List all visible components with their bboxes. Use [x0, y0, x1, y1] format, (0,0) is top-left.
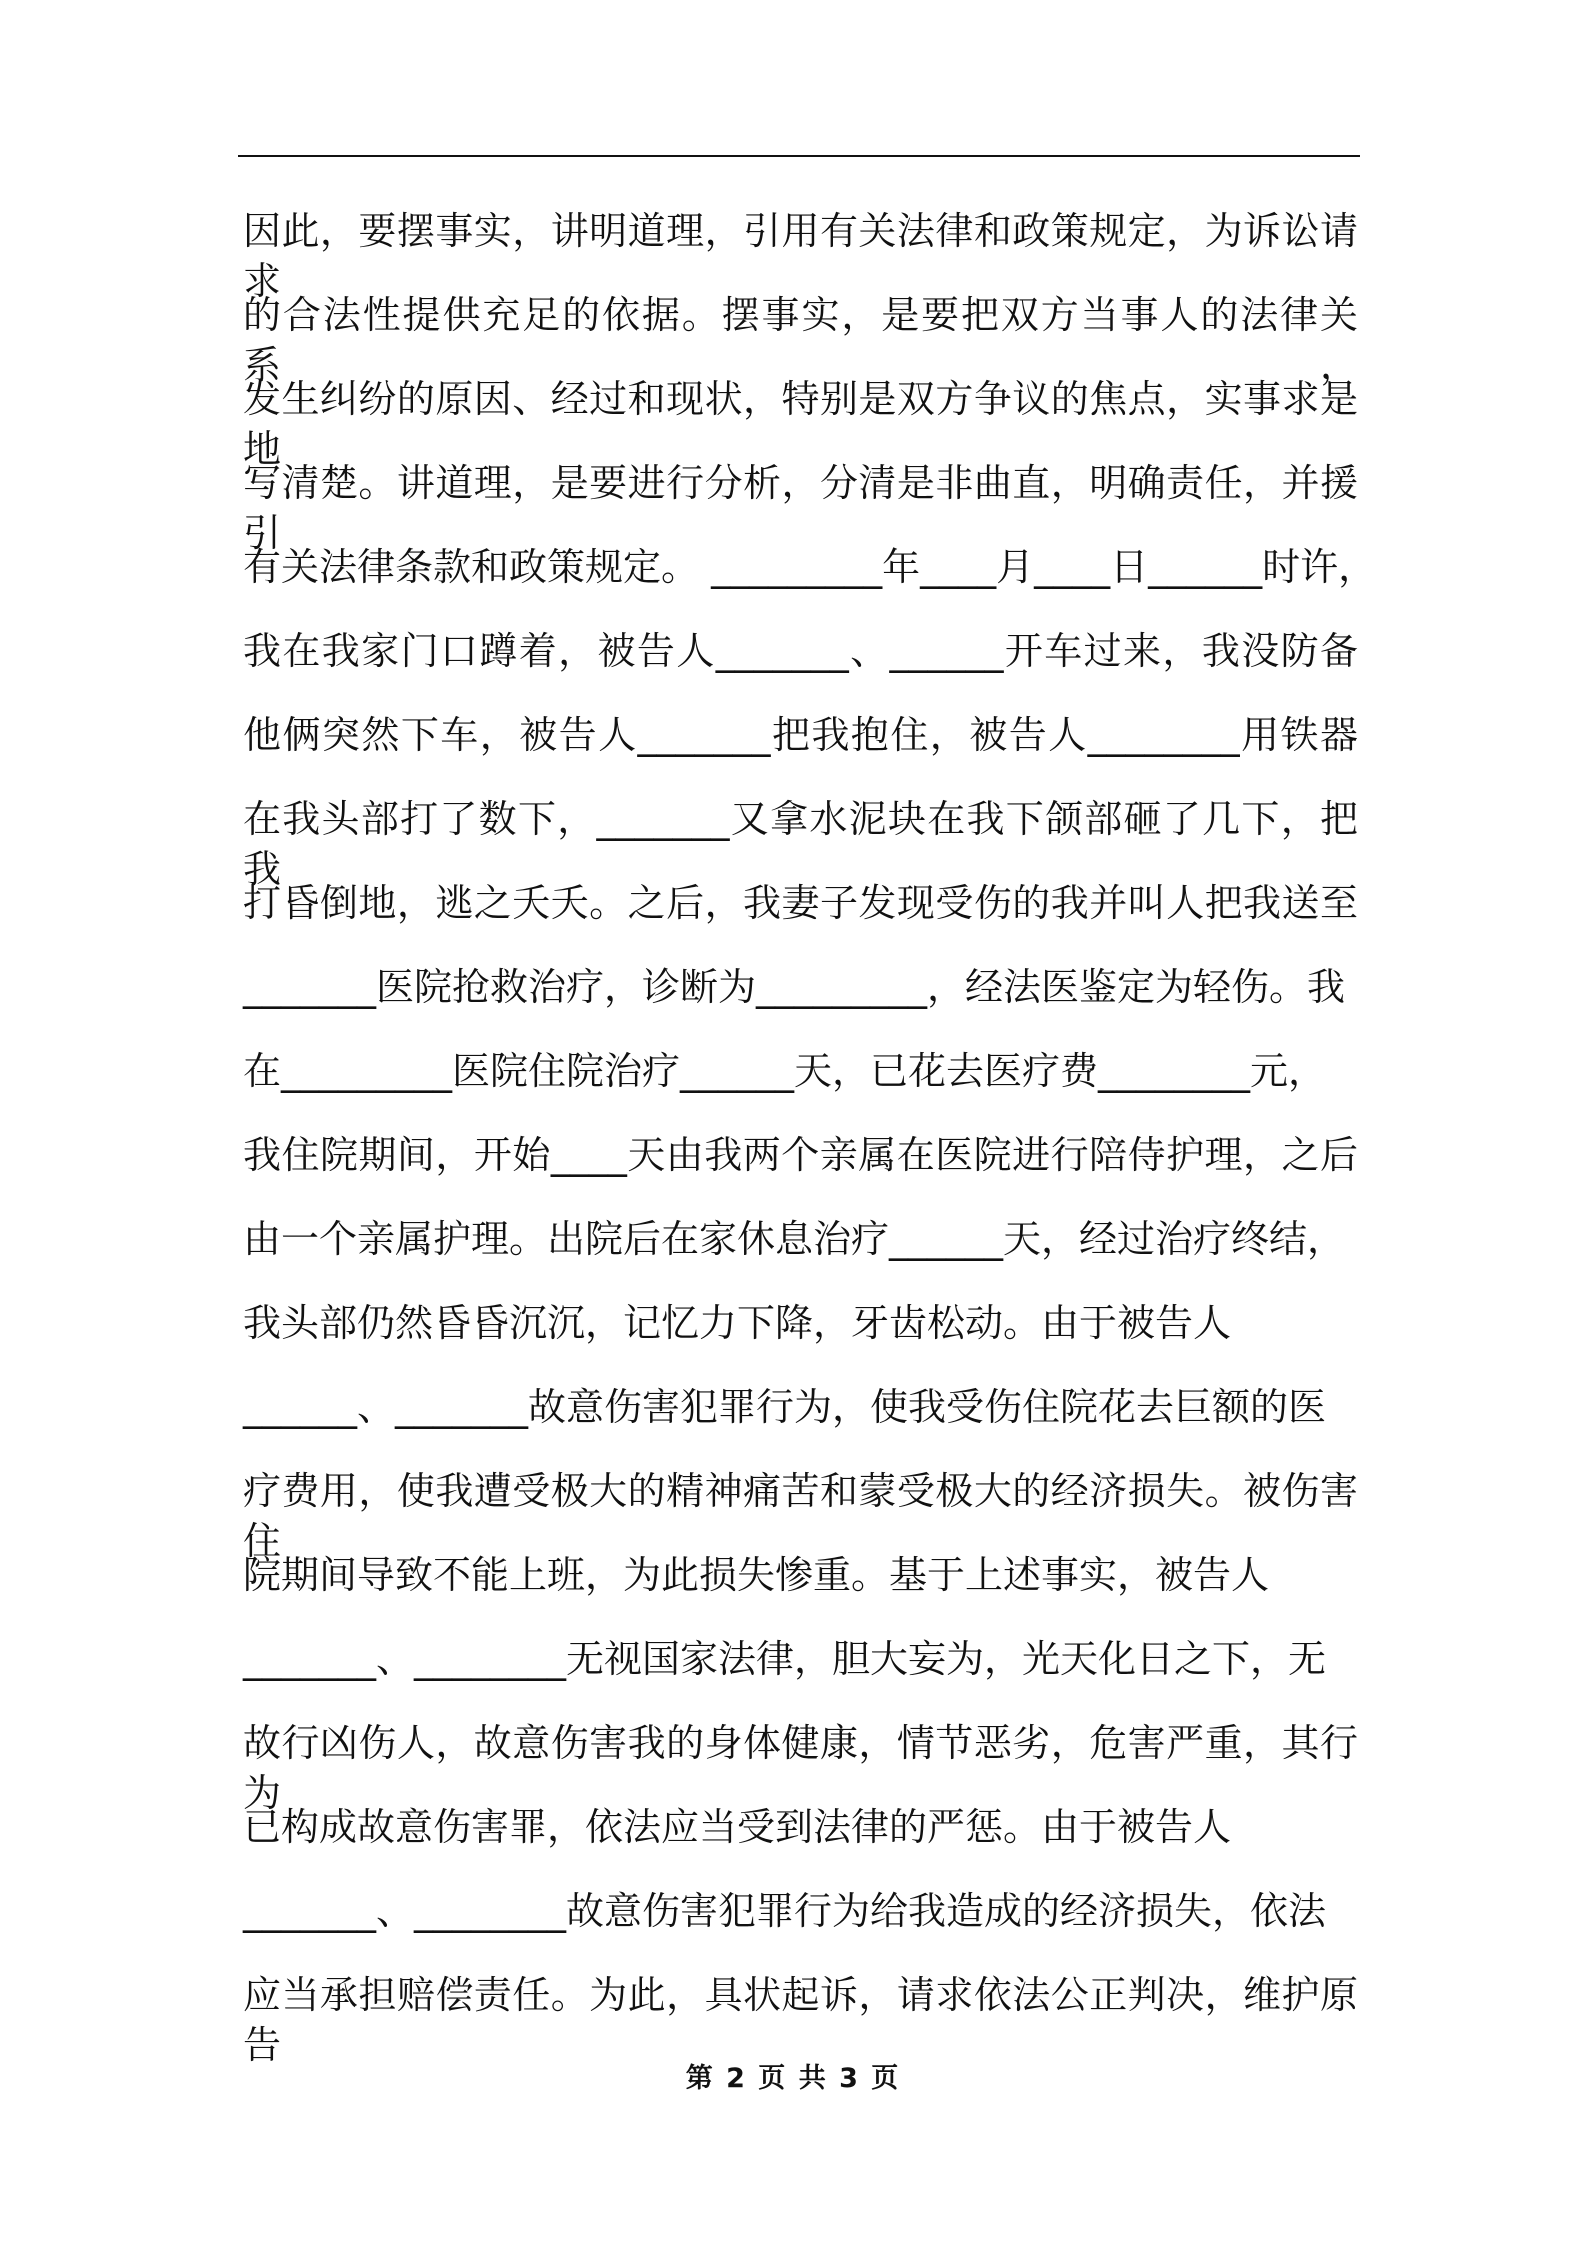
text-line: 因此，要摆事实，讲明道理，引用有关法律和政策规定，为诉讼请求	[243, 209, 1358, 303]
text-line: 我头部仍然昏昏沉沉，记忆力下降，牙齿松动。由于被告人	[243, 1301, 1232, 1345]
text-line: 发生纠纷的原因、经过和现状，特别是双方争议的焦点，实事求是地	[243, 377, 1358, 471]
text-line: 故行凶伤人，故意伤害我的身体健康，情节恶劣，危害严重，其行为	[243, 1721, 1358, 1815]
text-line: 已构成故意伤害罪，依法应当受到法律的严惩。由于被告人	[243, 1805, 1232, 1849]
text-line: 的合法性提供充足的依据。摆事实，是要把双方当事人的法律关系，	[243, 293, 1358, 387]
text-line: _______、________无视国家法律，胆大妄为，光天化日之下，无	[243, 1637, 1327, 1681]
text-line: _______医院抢救治疗，诊断为_________，经法医鉴定为轻伤。我	[243, 965, 1346, 1009]
text-line: 在_________医院住院治疗______天，已花去医疗费________元，	[243, 1049, 1327, 1093]
document-body	[243, 206, 1377, 2067]
text-line: 由一个亲属护理。出院后在家休息治疗______天，经过治疗终结，	[243, 1217, 1346, 1261]
text-line: 我住院期间，开始____天由我两个亲属在医院进行陪侍护理，之后	[243, 1133, 1358, 1177]
text-line: 在我头部打了数下，_______又拿水泥块在我下颌部砸了几下，把我	[243, 797, 1358, 891]
text-line: 有关法律条款和政策规定。 _________年____月____日______时许，	[243, 545, 1377, 589]
text-line: 院期间导致不能上班，为此损失惨重。基于上述事实，被告人	[243, 1553, 1270, 1597]
text-line: 打昏倒地，逃之夭夭。之后，我妻子发现受伤的我并叫人把我送至	[243, 881, 1358, 925]
text-line: _______、________故意伤害犯罪行为给我造成的经济损失，依法	[243, 1889, 1327, 1933]
text-line: ______、_______故意伤害犯罪行为，使我受伤住院花去巨额的医	[243, 1385, 1327, 1429]
text-line: 应当承担赔偿责任。为此，具状起诉，请求依法公正判决，维护原告	[243, 1973, 1358, 2067]
text-line: 写清楚。讲道理，是要进行分析，分清是非曲直，明确责任，并援引	[243, 461, 1358, 555]
text-line: 他俩突然下车，被告人_______把我抱住，被告人________用铁器	[243, 713, 1358, 757]
page-number-footer: 第 2 页 共 3 页	[685, 2063, 901, 2094]
text-line: 我在我家门口蹲着，被告人_______、______开车过来，我没防备	[243, 629, 1358, 673]
header-rule	[238, 155, 1360, 157]
text-line: 疗费用，使我遭受极大的精神痛苦和蒙受极大的经济损失。被伤害住	[243, 1469, 1358, 1563]
